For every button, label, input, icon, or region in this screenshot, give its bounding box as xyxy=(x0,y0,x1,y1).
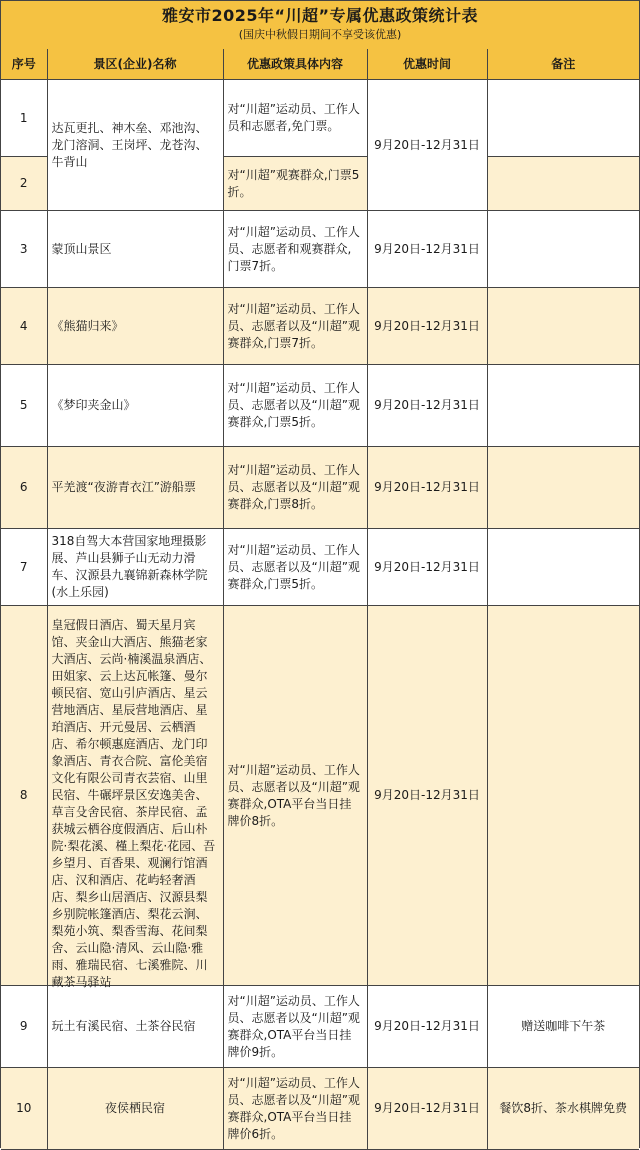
row-time: 9月20日-12月31日 xyxy=(367,606,487,986)
row-time: 9月20日-12月31日 xyxy=(367,365,487,447)
table-row xyxy=(1,606,639,986)
table-row xyxy=(1,211,639,288)
row-time: 9月20日-12月31日 xyxy=(367,288,487,365)
row-no: 7 xyxy=(1,529,47,606)
row-no: 3 xyxy=(1,211,47,288)
row-venue: 夜侯栖民宿 xyxy=(47,1068,223,1150)
row-no: 9 xyxy=(1,986,47,1068)
row-time: 9月20日-12月31日 xyxy=(367,211,487,288)
row-venue: 玩土有溪民宿、土茶谷民宿 xyxy=(47,986,223,1068)
row-venue: 318自驾大本营国家地理摄影展、芦山县狮子山无动力滑车、汉源县九襄锦新森林学院(水上乐园) xyxy=(47,529,223,606)
row-note xyxy=(487,80,639,157)
hotel-list: 皇冠假日酒店、蜀天星月宾馆、夹金山大酒店、熊猫老家大酒店、云尚·楠溪温泉酒店、田姐家、云上达瓦帐篷、曼尔顿民宿、宽山引庐酒店、星云营地酒店、星辰营地酒店、星珀酒店、开元曼居、云栖酒店、希尔顿惠庭酒店、龙门印象酒店、青衣合院、富伦美宿文化有限公司青衣芸宿、山里民宿、牛碾坪景区安逸美舍、草言殳舍民宿、茶岸民宿、孟获城云栖谷度假酒店、后山朴院·梨花溪、槿上梨花·花园、吾乡望月、百香果、观澜行馆酒店、汉和酒店、花屿轻奢酒店、梨乡山居酒店、汉源县梨乡别院帐篷酒店、梨花云涧、梨苑小筑、梨香雪海、花间梨舍、云山隐·清风、云山隐·雅雨、雅瑞民宿、七溪雅院、川藏茶马驿站 xyxy=(51,618,216,989)
row-no: 2 xyxy=(1,157,47,211)
page-subtitle: (国庆中秋假日期间不享受该优惠) xyxy=(238,28,402,41)
table-row xyxy=(1,365,639,447)
row-policy: 对“川超”运动员、工作人员和志愿者,免门票。 xyxy=(223,80,367,157)
table-row xyxy=(1,288,639,365)
row-venue xyxy=(47,606,223,989)
row-note: 餐饮8折、茶水棋牌免费 xyxy=(487,1068,639,1150)
row-policy: 对“川超”运动员、工作人员、志愿者以及“川超”观赛群众,OTA平台当日挂牌价6折。 xyxy=(223,1068,367,1150)
row-note xyxy=(487,447,639,529)
row-venue: 平羌渡“夜游青衣江”游船票 xyxy=(47,447,223,529)
row-no: 10 xyxy=(1,1068,47,1150)
table-row xyxy=(1,1068,639,1150)
row-policy: 对“川超”运动员、工作人员、志愿者以及“川超”观赛群众,门票8折。 xyxy=(223,447,367,529)
row-policy: 对“川超”运动员、工作人员、志愿者以及“川超”观赛群众,OTA平台当日挂牌价8折。 xyxy=(223,606,367,986)
row-venue: 蒙顶山景区 xyxy=(47,211,223,288)
row-time: 9月20日-12月31日 xyxy=(367,80,487,211)
row-time: 9月20日-12月31日 xyxy=(367,529,487,606)
row-venue: 达瓦更扎、神木垒、邓池沟、龙门溶洞、王岗坪、龙苍沟、牛背山 xyxy=(47,80,223,211)
row-time: 9月20日-12月31日 xyxy=(367,986,487,1068)
row-no: 4 xyxy=(1,288,47,365)
row-policy: 对“川超”运动员、工作人员、志愿者以及“川超”观赛群众,OTA平台当日挂牌价9折。 xyxy=(223,986,367,1068)
row-note xyxy=(487,288,639,365)
row-venue: 《梦印夹金山》 xyxy=(47,365,223,447)
row-time: 9月20日-12月31日 xyxy=(367,1068,487,1150)
row-no: 6 xyxy=(1,447,47,529)
row-policy: 对“川超”运动员、工作人员、志愿者以及“川超”观赛群众,门票7折。 xyxy=(223,288,367,365)
row-note: 赠送咖啡下午茶 xyxy=(487,986,639,1068)
title-block xyxy=(1,1,639,50)
row-no: 1 xyxy=(1,80,47,157)
row-venue: 《熊猫归来》 xyxy=(47,288,223,365)
table-row xyxy=(1,986,639,1068)
row-note xyxy=(487,606,639,986)
table-row xyxy=(1,80,639,157)
table-row xyxy=(1,529,639,606)
row-note xyxy=(487,529,639,606)
row-policy: 对“川超”运动员、工作人员、志愿者和观赛群众,门票7折。 xyxy=(223,211,367,288)
row-no: 5 xyxy=(1,365,47,447)
row-policy: 对“川超”观赛群众,门票5折。 xyxy=(223,157,367,211)
page-title: 雅安市2025年“川超”专属优惠政策统计表 xyxy=(161,6,479,25)
col-header-note: 备注 xyxy=(487,49,639,80)
table-header-row xyxy=(1,49,639,80)
col-header-policy: 优惠政策具体内容 xyxy=(223,49,367,80)
col-header-time: 优惠时间 xyxy=(367,49,487,80)
row-policy: 对“川超”运动员、工作人员、志愿者以及“川超”观赛群众,门票5折。 xyxy=(223,529,367,606)
row-note xyxy=(487,211,639,288)
policy-table xyxy=(1,49,639,1150)
row-note xyxy=(487,157,639,211)
row-note xyxy=(487,365,639,447)
table-row xyxy=(1,447,639,529)
row-time: 9月20日-12月31日 xyxy=(367,447,487,529)
col-header-venue: 景区(企业)名称 xyxy=(47,49,223,80)
row-policy: 对“川超”运动员、工作人员、志愿者以及“川超”观赛群众,门票5折。 xyxy=(223,365,367,447)
col-header-no: 序号 xyxy=(1,49,47,80)
row-no: 8 xyxy=(1,606,47,986)
